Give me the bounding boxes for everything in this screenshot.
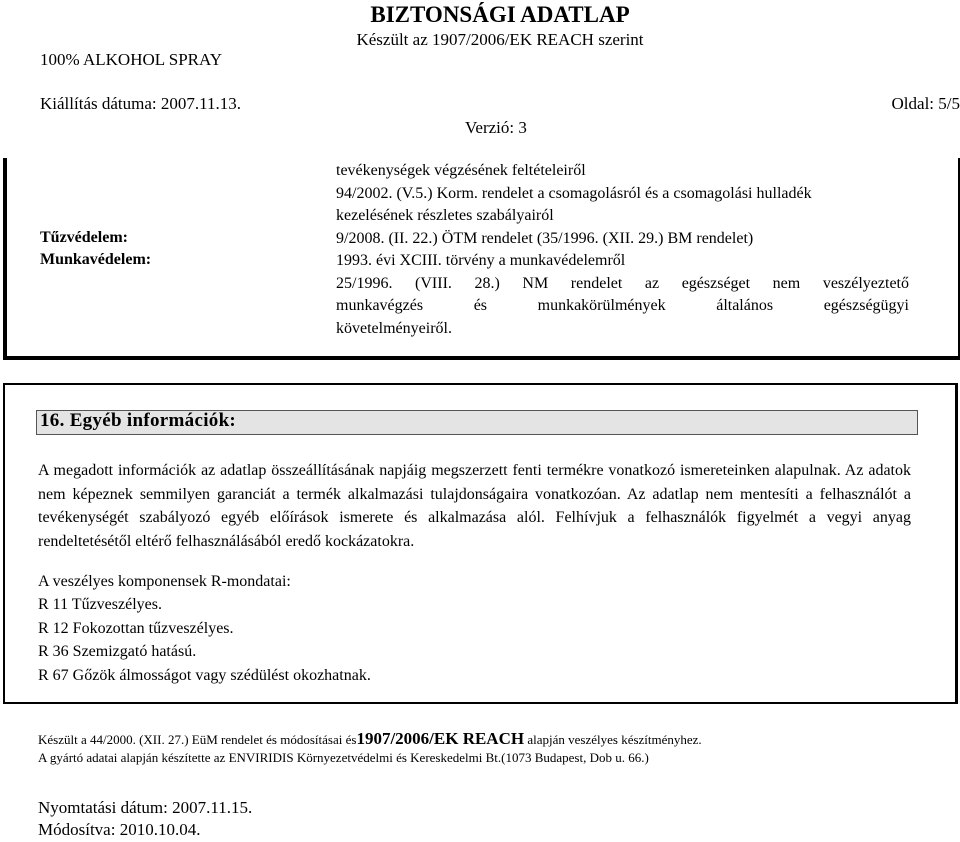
modified-date: Módosítva: 2010.10.04.	[38, 820, 201, 839]
section-heading: 16. Egyéb információk:	[40, 410, 237, 431]
r-phrase: R 12 Fokozottan tűzveszélyes.	[38, 619, 234, 637]
regulation-line: 9/2008. (II. 22.) ÖTM rendelet (35/1996. (XII. 29.) BM rendelet)	[336, 229, 754, 247]
version: Verzió: 3	[465, 118, 527, 137]
r-phrase: R 36 Szemizgató hatású.	[38, 643, 197, 661]
page-number: Oldal: 5/5	[891, 94, 960, 113]
regulation-line: kezelésének részletes szabályairól	[336, 207, 554, 224]
section-heading-bar	[36, 410, 918, 435]
fire-protection-label: Tűzvédelem:	[40, 229, 128, 246]
product-name: 100% ALKOHOL SPRAY	[40, 50, 222, 69]
prepared-suffix: alapján veszélyes készítményhez.	[524, 732, 702, 747]
disclaimer-paragraph: A megadott információk az adatlap összeállításának napjáig megszerzett fenti termékre vonatkozó ismereteinken alapulnak. Az adatok nem képeznek semmilyen garanciát a termék alkalmazási tulajdonságaira vonatkozóan. Az adatlap nem mentesíti a felhasználót a tevékenységét szabályozó egyéb előírások ismerete és alkalmazása alól. Felhívjuk a felhasználók figyelmét a vegyi anyag rendeltetésétől eltérő felhasználásából eredő kockázatokra.	[38, 462, 911, 550]
prepared-prefix: Készült a 44/2000. (XII. 27.) EüM rendelet és módosításai és	[38, 732, 357, 747]
document-subtitle: Készült az 1907/2006/EK REACH szerint	[356, 30, 644, 49]
regulation-line: 1993. évi XCIII. törvény a munkavédelemről	[336, 252, 626, 269]
r-phrases-title: A veszélyes komponensek R-mondatai:	[38, 573, 291, 590]
work-protection-label: Munkavédelem:	[40, 251, 152, 268]
document-title: BIZTONSÁGI ADATLAP	[370, 2, 630, 27]
regulation-line: munkavégzés és munkakörülmények általános egészségügyi	[336, 297, 909, 314]
regulation-line: 94/2002. (V.5.) Korm. rendelet a csomagolásról és a csomagolási hulladék	[336, 184, 812, 202]
regulation-line: követelményeiről.	[336, 319, 452, 337]
reach-reference: 1907/2006/EK REACH	[356, 729, 525, 748]
regulation-line: 25/1996. (VIII. 28.) NM rendelet az egészséget nem veszélyeztető	[336, 274, 909, 292]
manufacturer-note: A gyártó adatai alapján készítette az ENVIRIDIS Környezetvédelmi és Kereskedelmi Bt.(1073 Budapest, Dob u. 66.)	[38, 750, 649, 765]
prepared-note	[38, 729, 702, 749]
regulation-line: tevékenységek végzésének feltételeiről	[336, 162, 586, 179]
r-phrase: R 67 Gőzök álmosságot vagy szédülést okozhatnak.	[38, 666, 371, 684]
issue-date: Kiállítás dátuma: 2007.11.13.	[40, 94, 241, 113]
regulations-list	[336, 160, 909, 340]
r-phrase: R 11 Tűzveszélyes.	[38, 596, 162, 614]
print-date: Nyomtatási dátum: 2007.11.15.	[38, 798, 253, 817]
r-phrases-block	[38, 570, 371, 687]
